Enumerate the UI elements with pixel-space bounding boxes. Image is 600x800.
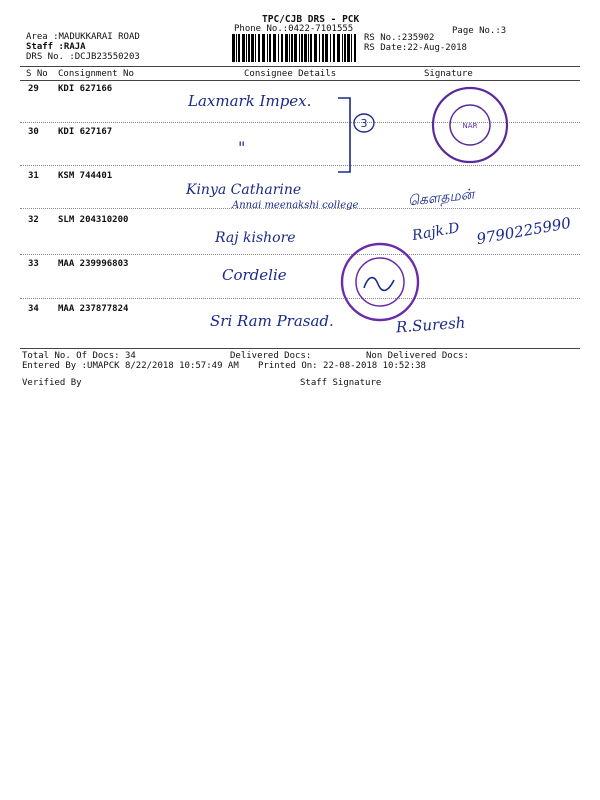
- row-consignment: SLM 204310200: [58, 215, 129, 225]
- circled-note-text: 3: [360, 117, 368, 130]
- delivered-docs: Delivered Docs:: [230, 351, 312, 361]
- row-sno: 30: [28, 127, 39, 137]
- company-stamp: [338, 240, 422, 324]
- page-number: Page No.:3: [452, 26, 507, 36]
- row-consignment: KDI 627167: [58, 127, 113, 137]
- total-docs: Total No. Of Docs: 34: [22, 351, 136, 361]
- divider: [20, 66, 580, 67]
- verified-by: Verified By: [22, 378, 82, 388]
- divider: [20, 208, 580, 209]
- barcode: [232, 34, 357, 62]
- row-sno: 33: [28, 259, 39, 269]
- bracket-mark: [336, 94, 376, 176]
- handwritten-consignee: Sri Ram Prasad.: [210, 312, 334, 330]
- document-title: TPC/CJB DRS - PCK: [262, 14, 360, 25]
- handwritten-consignee: Raj kishore: [215, 230, 296, 246]
- row-consignment: MAA 237877824: [58, 304, 129, 314]
- row-consignment: MAA 239996803: [58, 259, 129, 269]
- rs-number: RS No.:235902: [364, 33, 435, 43]
- col-sno: S No: [26, 69, 48, 79]
- non-delivered-docs: Non Delivered Docs:: [366, 351, 469, 361]
- col-consignment: Consignment No: [58, 69, 134, 79]
- handwritten-consignee: Laxmark Impex.: [188, 92, 312, 110]
- company-stamp: [428, 84, 512, 166]
- area-label: Area :MADUKKARAI ROAD: [26, 32, 140, 42]
- handwritten-address: Annai meenakshi college: [232, 200, 359, 211]
- rs-date: RS Date:22-Aug-2018: [364, 43, 467, 53]
- row-consignment: KSM 744401: [58, 171, 113, 181]
- entered-by: Entered By :UMAPCK 8/22/2018 10:57:49 AM: [22, 361, 239, 371]
- printed-on: Printed On: 22-08-2018 10:52:38: [258, 361, 426, 371]
- handwritten-consignee: Cordelie: [222, 266, 287, 284]
- handwritten-signature: R.Suresh: [395, 313, 466, 337]
- row-sno: 32: [28, 215, 39, 225]
- row-sno: 34: [28, 304, 39, 314]
- staff-label: Staff :RAJA: [26, 42, 86, 52]
- handwritten-ditto: ": [238, 138, 246, 157]
- row-sno: 29: [28, 84, 39, 94]
- divider: [20, 348, 580, 349]
- col-signature: Signature: [424, 69, 473, 79]
- svg-text:NAR: NAR: [462, 122, 478, 130]
- row-consignment: KDI 627166: [58, 84, 113, 94]
- handwritten-consignee: Kinya Catharine: [186, 182, 302, 198]
- drs-number: DRS No. :DCJB23550203: [26, 52, 140, 62]
- divider: [20, 80, 580, 81]
- handwritten-phone: 9790225990: [475, 213, 573, 249]
- circled-note: [352, 112, 376, 134]
- handwritten-signature: Rajk.D: [410, 219, 461, 245]
- phone-number: Phone No.:0422-7101555: [234, 24, 354, 34]
- row-sno: 31: [28, 171, 39, 181]
- divider: [20, 298, 580, 299]
- handwritten-signature: கௌதமன்: [407, 186, 476, 210]
- staff-signature: Staff Signature: [300, 378, 382, 388]
- col-consignee: Consignee Details: [244, 69, 337, 79]
- divider: [20, 254, 580, 255]
